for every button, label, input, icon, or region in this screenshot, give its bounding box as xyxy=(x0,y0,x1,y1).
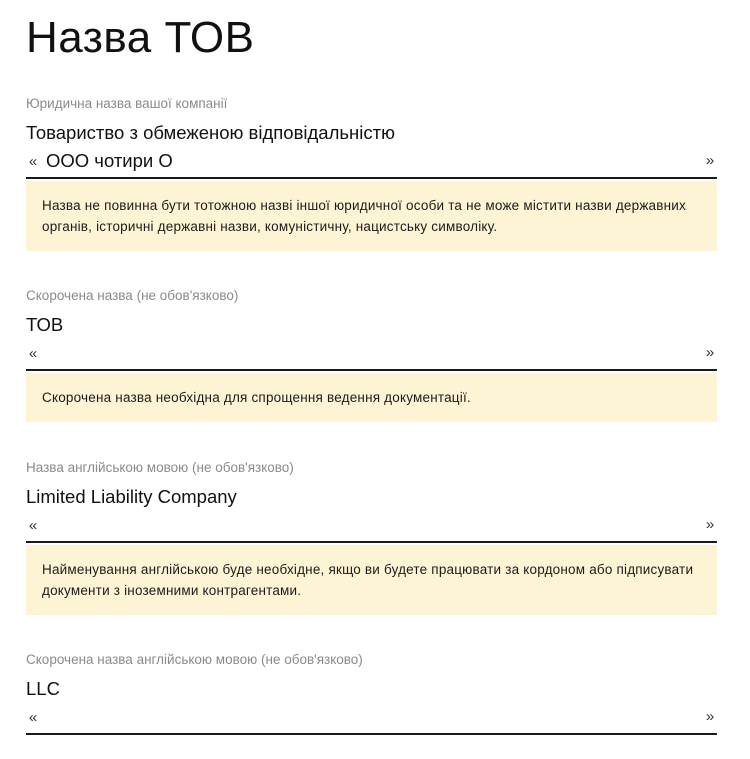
open-quote-mark: « xyxy=(28,516,38,534)
english-short-name-label: Скорочена назва англійською мовою (не обов'язково) xyxy=(26,652,363,667)
close-quote-mark: » xyxy=(705,708,715,725)
open-quote-mark: « xyxy=(28,708,38,726)
english-short-name-field[interactable] xyxy=(26,701,717,735)
short-name-prefix: ТОВ xyxy=(26,314,64,335)
english-short-name-section xyxy=(26,651,717,735)
english-name-label: Назва англійською мовою (не обов'язково) xyxy=(26,460,294,475)
english-name-field[interactable] xyxy=(26,509,717,543)
close-quote-mark: » xyxy=(705,344,715,361)
short-name-label: Скорочена назва (не обов'язково) xyxy=(26,288,239,303)
english-name-input[interactable] xyxy=(40,511,686,539)
english-name-section xyxy=(26,459,717,615)
legal-name-prefix: Товариство з обмеженою відповідальністю xyxy=(26,122,395,143)
short-name-input[interactable] xyxy=(40,339,686,367)
legal-name-input[interactable] xyxy=(40,147,686,175)
open-quote-mark: « xyxy=(28,344,38,362)
legal-name-field[interactable] xyxy=(26,145,717,179)
legal-name-hint: Назва не повинна бути тотожною назві іншої юридичної особи та не може містити назви державних органів, історичні державні назви, комуністичну, нацистську символіку. xyxy=(26,181,717,251)
close-quote-mark: » xyxy=(705,516,715,533)
close-quote-mark: » xyxy=(705,152,715,169)
english-short-name-input[interactable] xyxy=(40,703,686,731)
legal-name-label: Юридична назва вашої компанії xyxy=(26,96,228,111)
short-name-hint: Скорочена назва необхідна для спрощення ведення документації. xyxy=(26,373,717,422)
english-name-prefix: Limited Liability Company xyxy=(26,486,237,507)
short-name-field[interactable] xyxy=(26,337,717,371)
open-quote-mark: « xyxy=(28,152,38,170)
short-name-section xyxy=(26,287,717,422)
english-short-name-prefix: LLC xyxy=(26,678,60,699)
page-title: Назва ТОВ xyxy=(26,13,255,62)
english-name-hint: Найменування англійською буде необхідне, якщо ви будете працювати за кордоном або підписувати документи з іноземними контрагентами. xyxy=(26,545,717,615)
legal-name-section xyxy=(26,95,717,251)
